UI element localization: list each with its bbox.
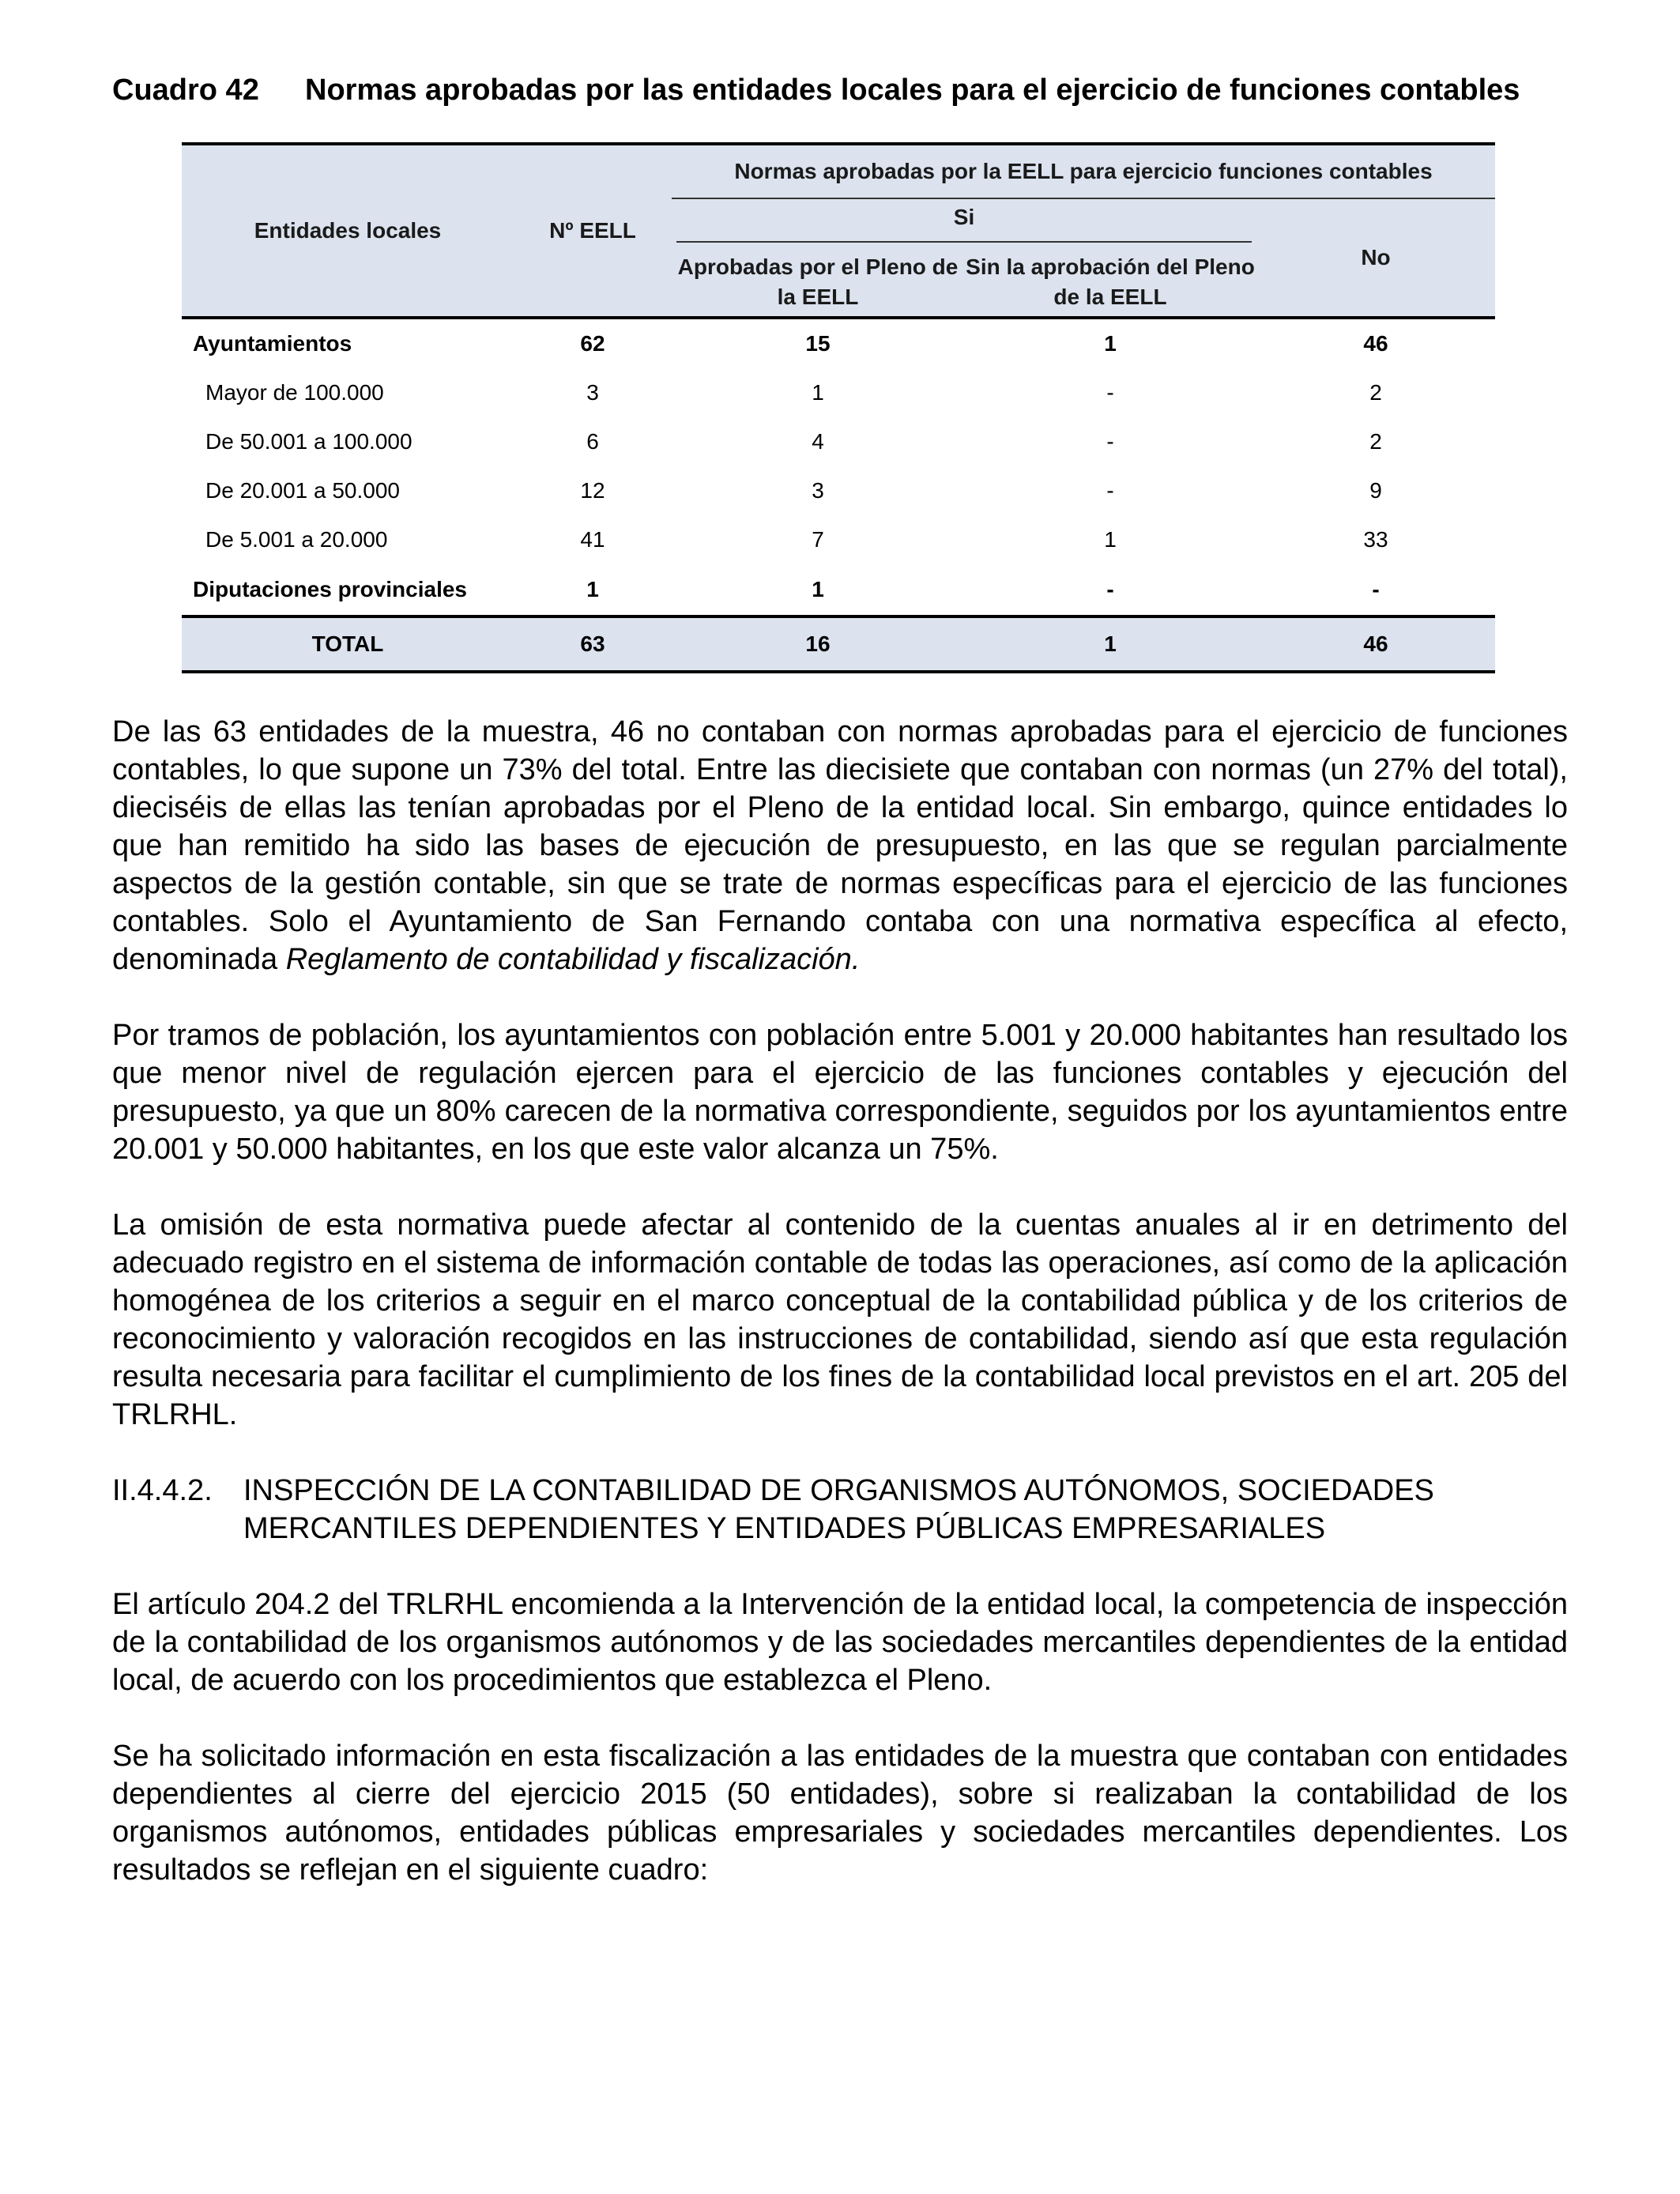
paragraph-2: Por tramos de población, los ayuntamientos con población entre 5.001 y 20.000 habitantes han resultado los que menor nivel de regulación ejercen para el ejercicio de las funciones contables y ejecución del presupuesto, ya que un 80% carecen de la normativa correspondiente, seguidos por los ayuntamientos entre 20.001 y 50.000 habitantes, en los que este valor alcanza un 75%. [112, 1019, 1568, 1166]
table-row [182, 466, 1495, 515]
cell-sin: - [1106, 429, 1114, 454]
cell-n: 6 [586, 429, 599, 454]
cell-n: 1 [514, 564, 672, 616]
cell-aprobadas: 3 [812, 478, 824, 503]
table-row [182, 368, 1495, 417]
cell-sin: 1 [1104, 331, 1117, 356]
table-row [182, 515, 1495, 564]
total-aprobadas: 16 [672, 616, 964, 672]
paragraph-1 [112, 713, 1568, 978]
cell-no: 9 [1369, 478, 1382, 503]
header-group: Normas aprobadas por la EELL para ejercicio funciones contables [672, 144, 1495, 198]
document-page [112, 71, 1568, 1889]
cell-aprobadas: 1 [812, 380, 824, 405]
total-label: TOTAL [182, 616, 514, 672]
cell-sin: - [1106, 478, 1114, 503]
section-heading [112, 1472, 1568, 1547]
header-sin-aprobacion: Sin la aprobación del Pleno de la EELL [964, 248, 1256, 318]
cell-aprobadas: 1 [672, 564, 964, 616]
caption-number: Cuadro 42 [112, 74, 259, 107]
row-label: Mayor de 100.000 [205, 380, 384, 405]
cell-no: - [1256, 564, 1495, 616]
header-aprobadas-pleno: Aprobadas por el Pleno de la EELL [672, 248, 964, 318]
total-row [182, 616, 1495, 672]
cell-no: 33 [1363, 527, 1388, 552]
row-label: De 5.001 a 20.000 [205, 527, 388, 552]
paragraph-5: Se ha solicitado información en esta fiscalización a las entidades de la muestra que contaban con entidades dependientes al cierre del ejercicio 2015 (50 entidades), sobre si realizaban la contabilidad de los organismos autónomos, entidades públicas empresariales y sociedades mercantiles dependientes. Los resultados se reflejan en el siguiente cuadro: [112, 1740, 1568, 1887]
cell-aprobadas: 15 [805, 331, 831, 356]
paragraph-1-text: De las 63 entidades de la muestra, 46 no contaban con normas aprobadas para el ejercicio de funciones contables, lo que supone un 73% del total. Entre las diecisiete que contaban con normas (un 27% del total), dieciséis de ellas las tenían aprobadas por el Pleno de la entidad local. Sin embargo, quince entidades lo que han remitido ha sido las bases de ejecución de presupuesto, en las que se regulan parcialmente aspectos de la gestión contable, sin que se trate de normas específicas para el ejercicio de las funciones contables. Solo el Ayuntamiento de San Fernando contaba con una normativa específica al efecto, denominada [112, 715, 1568, 976]
total-sin: 1 [964, 616, 1256, 672]
caption-title: Normas aprobadas por las entidades locales para el ejercicio de funciones contables [305, 74, 1520, 107]
section-title: INSPECCIÓN DE LA CONTABILIDAD DE ORGANISMOS AUTÓNOMOS, SOCIEDADES MERCANTILES DEPENDIENTES Y ENTIDADES PÚBLICAS EMPRESARIALES [243, 1474, 1434, 1545]
cell-aprobadas: 7 [812, 527, 824, 552]
row-label: De 20.001 a 50.000 [205, 478, 400, 503]
total-n: 63 [514, 616, 672, 672]
paragraph-4: El artículo 204.2 del TRLRHL encomienda a la Intervención de la entidad local, la competencia de inspección de la contabilidad de los organismos autónomos y de las sociedades mercantiles dependientes de la entidad local, de acuerdo con los procedimientos que establezca el Pleno. [112, 1588, 1568, 1697]
normas-table [182, 142, 1495, 673]
paragraph-1-italic: Reglamento de contabilidad y fiscalización. [285, 943, 861, 976]
cell-n: 3 [586, 380, 599, 405]
cell-n: 41 [580, 527, 605, 552]
cell-n: 12 [580, 478, 605, 503]
header-n-eell: Nº EELL [514, 144, 672, 318]
cell-aprobadas: 4 [812, 429, 824, 454]
header-si [672, 198, 1256, 248]
cell-sin: 1 [1104, 527, 1117, 552]
row-label: Ayuntamientos [193, 331, 352, 356]
paragraph-3: La omisión de esta normativa puede afectar al contenido de la cuentas anuales al ir en detrimento del adecuado registro en el sistema de información contable de todas las operaciones, así como de la aplicación homogénea de los criterios a seguir en el marco conceptual de la contabilidad pública y de los criterios de reconocimiento y valoración recogidos en las instrucciones de contabilidad, siendo así que esta regulación resulta necesaria para facilitar el cumplimiento de los fines de la contabilidad local previstos en el art. 205 del TRLRHL. [112, 1208, 1568, 1431]
table-row [182, 564, 1495, 616]
total-no: 46 [1256, 616, 1495, 672]
table-row [182, 417, 1495, 466]
table-row [182, 318, 1495, 368]
header-entidades: Entidades locales [182, 144, 514, 318]
cell-no: 2 [1369, 429, 1382, 454]
cell-n: 62 [580, 331, 605, 356]
cell-no: 2 [1369, 380, 1382, 405]
row-label: Diputaciones provinciales [182, 564, 514, 616]
cell-no: 46 [1363, 331, 1388, 356]
header-no: No [1256, 198, 1495, 318]
table-caption [112, 71, 1568, 109]
cell-sin: - [964, 564, 1256, 616]
row-label: De 50.001 a 100.000 [205, 429, 412, 454]
header-si-label: Si [676, 205, 1252, 243]
cell-sin: - [1106, 380, 1114, 405]
section-number: II.4.4.2. [112, 1474, 213, 1507]
